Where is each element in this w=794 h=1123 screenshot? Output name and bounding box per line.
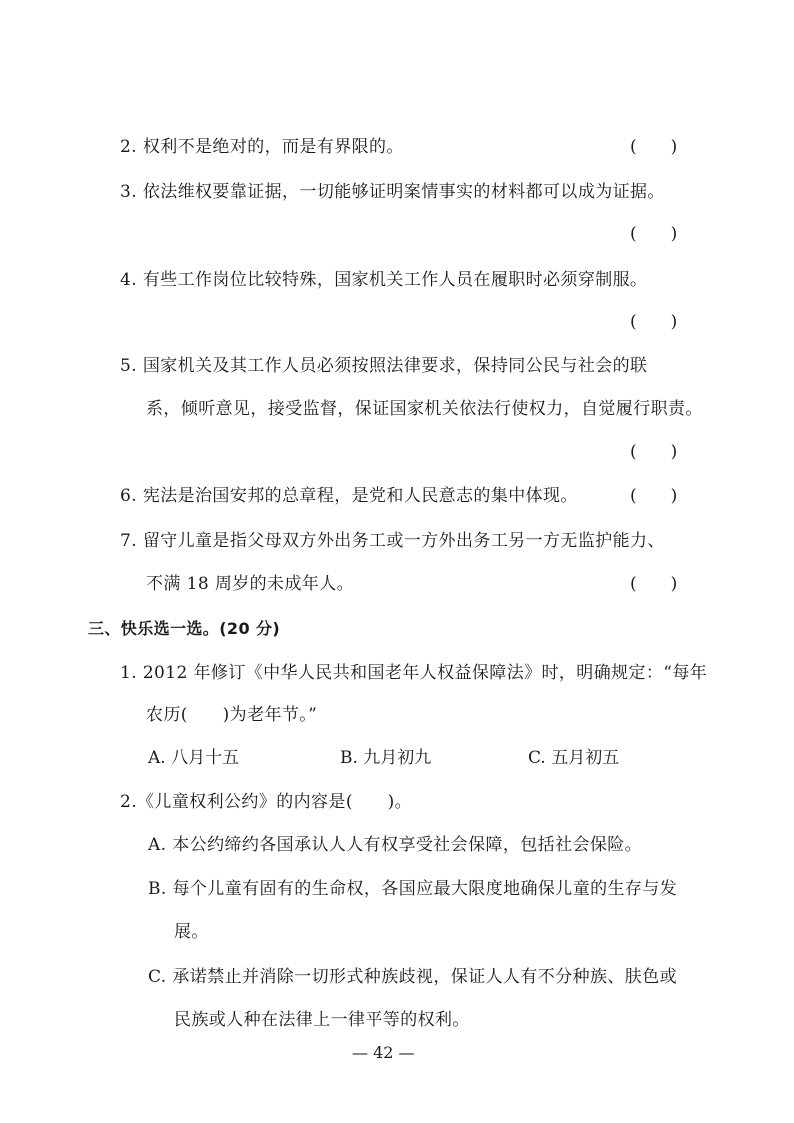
question-6-answer-blank[interactable]: ( ) [630, 486, 678, 506]
mc-question-2-option-c-line-1[interactable]: C. 承诺禁止并消除一切形式种族歧视，保证人人有不分种族、肤色或 [148, 967, 678, 987]
question-7-line-1: 7. 留守儿童是指父母双方外出务工或一方外出务工另一方无监护能力、 [120, 531, 665, 551]
mc-question-1-option-a[interactable]: A. 八月十五 [148, 748, 240, 768]
question-3-answer-blank[interactable]: ( ) [630, 224, 678, 244]
question-5-line-1: 5. 国家机关及其工作人员必须按照法律要求，保持同公民与社会的联 [120, 356, 648, 376]
question-7-answer-blank[interactable]: ( ) [630, 574, 678, 594]
question-7-line-2: 不满 18 周岁的未成年人。 [146, 574, 355, 594]
mc-question-2-option-b-line-2: 展。 [174, 922, 209, 942]
question-2-answer-blank[interactable]: ( ) [630, 137, 678, 157]
question-3-text: 3. 依法维权要靠证据，一切能够证明案情事实的材料都可以成为证据。 [120, 182, 665, 202]
mc-question-1-option-b[interactable]: B. 九月初九 [340, 748, 432, 768]
mc-question-1-option-c[interactable]: C. 五月初五 [528, 748, 620, 768]
question-4-answer-blank[interactable]: ( ) [630, 312, 678, 332]
mc-question-2-stem: 2.《儿童权利公约》的内容是( )。 [120, 792, 413, 812]
page-number: — 42 — [352, 1043, 415, 1062]
question-4-text: 4. 有些工作岗位比较特殊，国家机关工作人员在履职时必须穿制服。 [120, 270, 648, 290]
question-5-answer-blank[interactable]: ( ) [630, 442, 678, 462]
question-2-text: 2. 权利不是绝对的，而是有界限的。 [120, 137, 404, 157]
mc-question-1-line-1: 1. 2012 年修订《中华人民共和国老年人权益保障法》时，明确规定：“每年 [120, 663, 708, 683]
question-6-text: 6. 宪法是治国安邦的总章程，是党和人民意志的集中体现。 [120, 486, 578, 506]
mc-question-2-option-b-line-1[interactable]: B. 每个儿童有固有的生命权，各国应最大限度地确保儿童的生存与发 [148, 879, 678, 899]
mc-question-1-line-2: 农历( )为老年节。” [146, 705, 318, 725]
mc-question-2-option-a[interactable]: A. 本公约缔约各国承认人人有权享受社会保障，包括社会保险。 [148, 835, 643, 855]
section-3-heading: 三、快乐选一选。(20 分) [88, 619, 281, 638]
question-5-line-2: 系，倾听意见，接受监督，保证国家机关依法行使权力，自觉履行职责。 [146, 399, 703, 419]
mc-question-2-option-c-line-2: 民族或人种在法律上一律平等的权利。 [174, 1010, 470, 1030]
